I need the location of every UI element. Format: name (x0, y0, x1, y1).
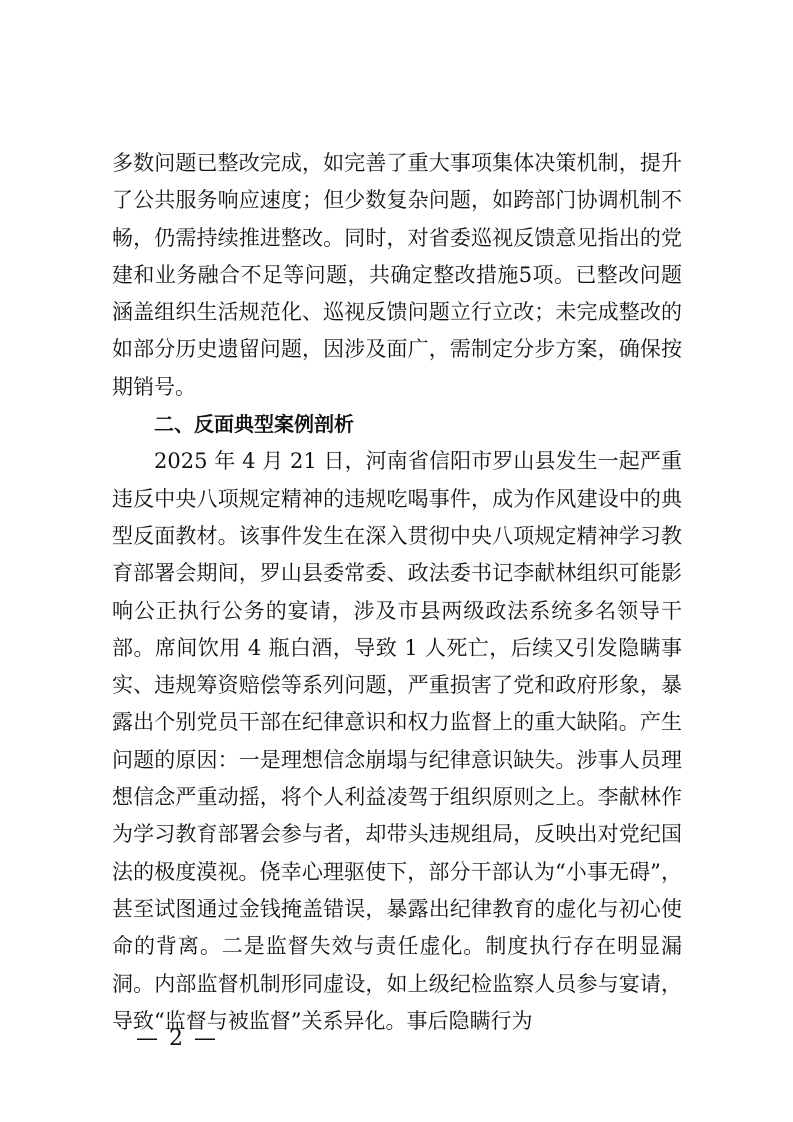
paragraph-case-analysis: 2025 年 4 月 21 日，河南省信阳市罗山县发生一起严重违反中央八项规定精神的违规吃喝事件，成为作风建设中的典型反面教材。该事件发生在深入贯彻中央八项规定精神学习教育部署会期间，罗山县委常委、政法委书记李献林组织可能影响公正执行公务的宴请，涉及市县两级政法系统多名领导干部。席间饮用 4 瓶白酒，导致 1 人死亡，后续又引发隐瞒事实、违规筹资赔偿等系列问题，严重损害了党和政府形象，暴露出个别党员干部在纪律意识和权力监督上的重大缺陷。产生问题的原因：一是理想信念崩塌与纪律意识缺失。涉事人员理想信念严重动摇，将个人利益凌驾于组织原则之上。李献林作为学习教育部署会参与者，却带头违规组局，反映出对党纪国法的极度漠视。侥幸心理驱使下，部分干部认为“小事无碍”，甚至试图通过金钱掩盖错误，暴露出纪律教育的虚化与初心使命的背离。二是监督失效与责任虚化。制度执行存在明显漏洞。内部监督机制形同虚设，如上级纪检监察人员参与宴请，导致“监督与被监督”关系异化。事后隐瞒行为 (112, 449, 682, 1033)
section-heading: 二、反面典型案例剖析 (154, 412, 354, 437)
page-number: — 2 — (136, 1026, 218, 1051)
paragraph-continuation: 多数问题已整改完成，如完善了重大事项集体决策机制，提升了公共服务响应速度；但少数复杂问题，如跨部门协调机制不畅，仍需持续推进整改。同时，对省委巡视反馈意见指出的党建和业务融合不足等问题，共确定整改措施5项。已整改问题涵盖组织生活规范化、巡视反馈问题立行立改；未完成整改的如部分历史遗留问题，因涉及面广，需制定分步方案，确保按期销号。 (112, 151, 682, 399)
document-body (112, 145, 682, 1040)
